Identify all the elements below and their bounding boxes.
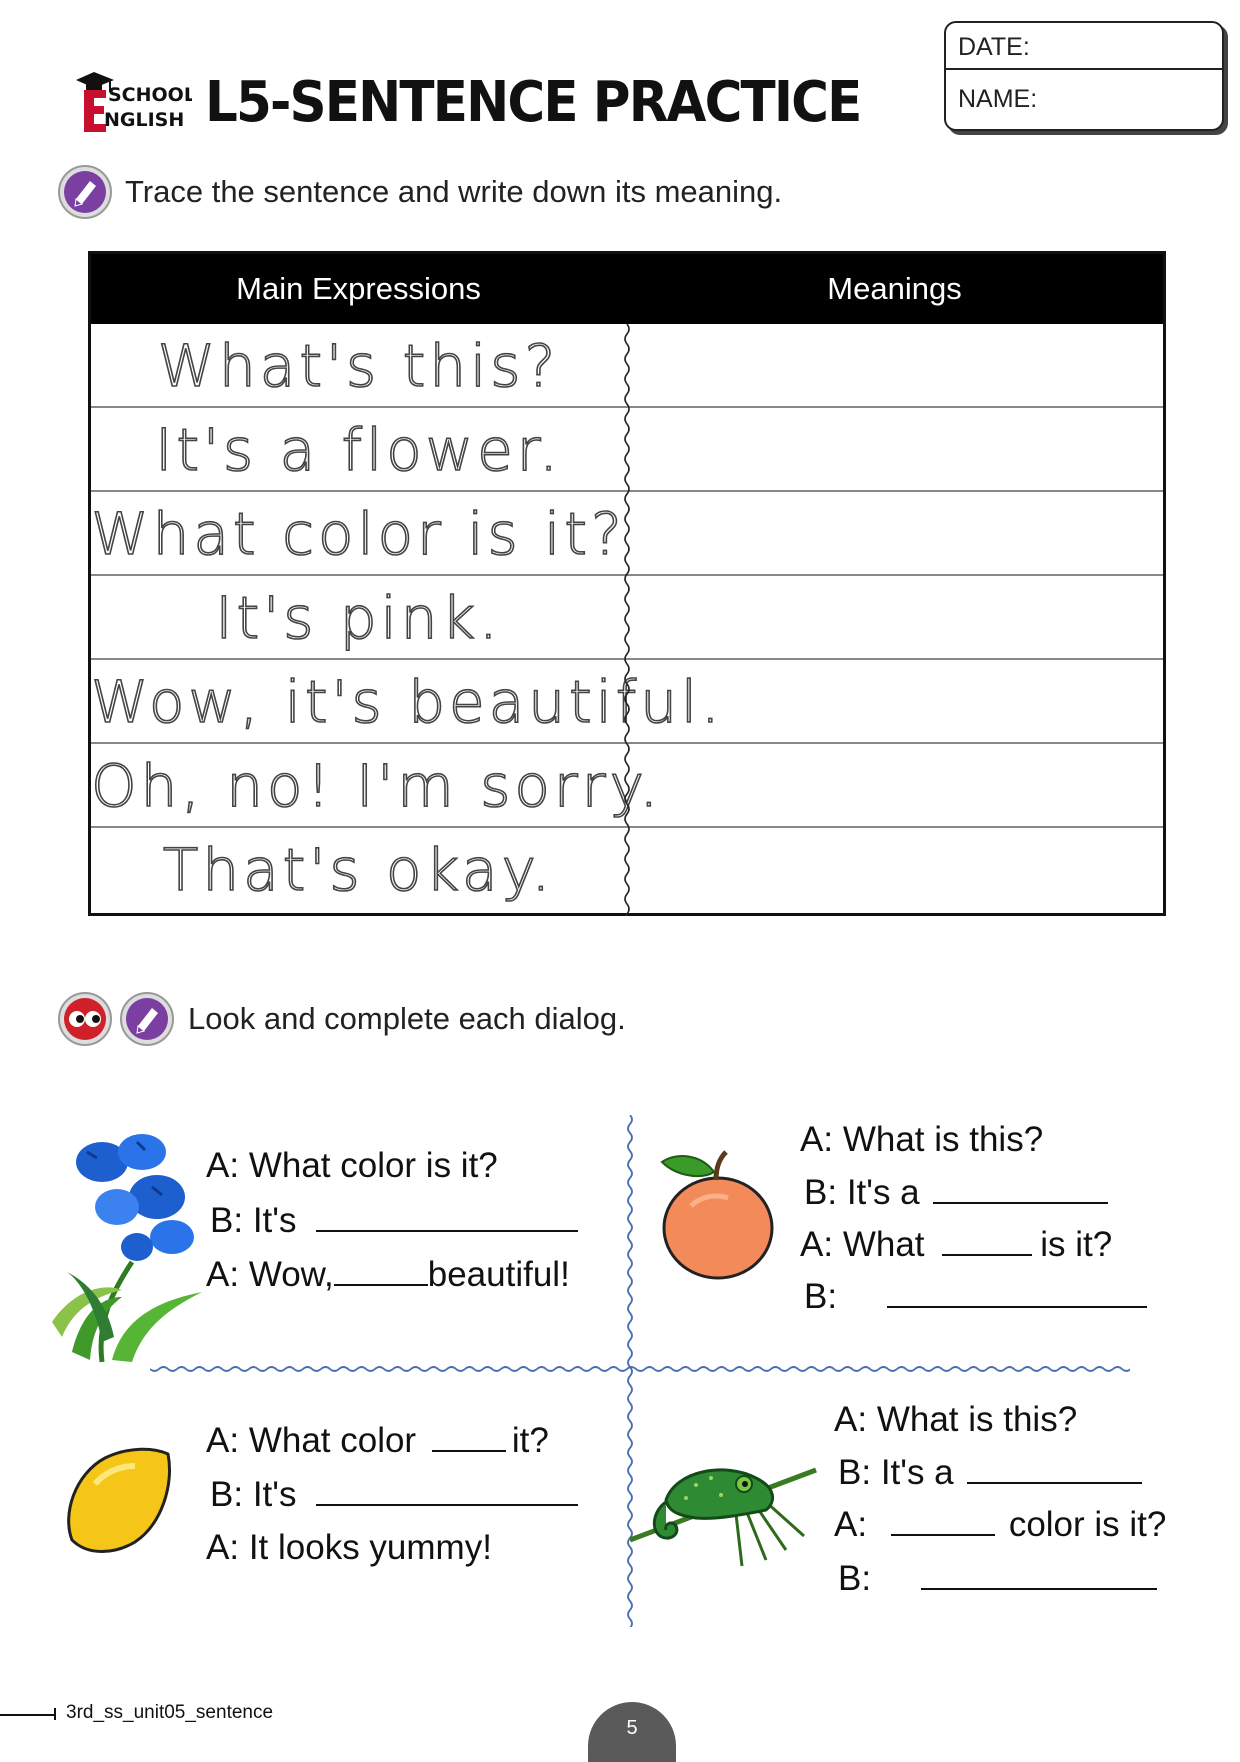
date-label: DATE: [958,33,1030,61]
answer-blank[interactable] [316,1200,578,1232]
answer-blank[interactable] [432,1420,506,1452]
logo-text-english: NGLISH [104,109,185,131]
footer-rule [0,1714,55,1716]
footer-tick [54,1708,56,1720]
answer-blank[interactable] [891,1504,995,1536]
dialog-line: B: It's a [804,1172,1108,1213]
dialog-line: A: Wow, beautiful! [206,1255,570,1294]
school-english-logo [74,70,192,136]
dialog-line: A: It looks yummy! [206,1528,492,1567]
logo-text-school: SCHOOL [108,84,192,106]
instruction-dialog: Look and complete each dialog. [188,1001,626,1036]
footer-code: 3rd_ss_unit05_sentence [66,1702,274,1723]
dialog-line: A: What is it? [800,1225,1113,1264]
dialog-line: B: It's [210,1200,578,1241]
blue-flower-icon [42,1122,212,1372]
column-header-meanings: Meanings [827,271,962,306]
answer-blank[interactable] [887,1276,1147,1308]
trace-sentence: What color is it? [91,500,626,568]
page-number: 5 [626,1717,638,1739]
answer-blank[interactable] [942,1224,1032,1256]
dialog-line: A: What is this? [834,1400,1078,1439]
answer-blank[interactable] [334,1254,428,1286]
answer-blank[interactable] [921,1558,1157,1590]
column-header-main-expressions: Main Expressions [236,271,481,306]
table-header [91,254,1163,324]
eyes-icon [58,992,112,1046]
answer-blank[interactable] [316,1474,578,1506]
wavy-horizontal-divider [150,1363,1130,1375]
trace-sentence: That's okay. [162,836,555,904]
dialog-line: A: What color is it? [206,1146,498,1185]
instruction-trace: Trace the sentence and write down its meaning. [125,174,783,209]
expressions-table [88,251,1166,916]
dialog-line: B: It's a [838,1452,1142,1493]
trace-sentence: Oh, no! I'm sorry. [91,752,663,820]
answer-blank[interactable] [933,1172,1108,1204]
answer-blank[interactable] [967,1452,1142,1484]
name-label: NAME: [958,85,1038,113]
box-divider [946,68,1222,70]
wavy-column-divider [621,324,633,916]
trace-sentence: Wow, it's beautiful. [91,668,724,736]
dialog-line: B: [804,1276,1147,1317]
dialog-line: A: What is this? [800,1120,1044,1159]
pencil-icon [58,165,112,219]
trace-sentence: It's a flower. [155,416,562,484]
dialog-line: A: What color it? [206,1421,549,1460]
pencil-icon [120,992,174,1046]
trace-sentence: What's this? [157,332,560,400]
page-title: L5-SENTENCE PRACTICE [205,70,861,135]
trace-sentence: It's pink. [215,584,502,652]
dialog-line: A: color is it? [834,1505,1167,1544]
chameleon-icon [626,1440,826,1585]
dialog-line: B: It's [210,1474,578,1515]
peach-icon [656,1146,776,1286]
dialog-line: B: [838,1558,1157,1599]
lemon-icon [60,1444,175,1561]
date-name-box [944,21,1224,131]
